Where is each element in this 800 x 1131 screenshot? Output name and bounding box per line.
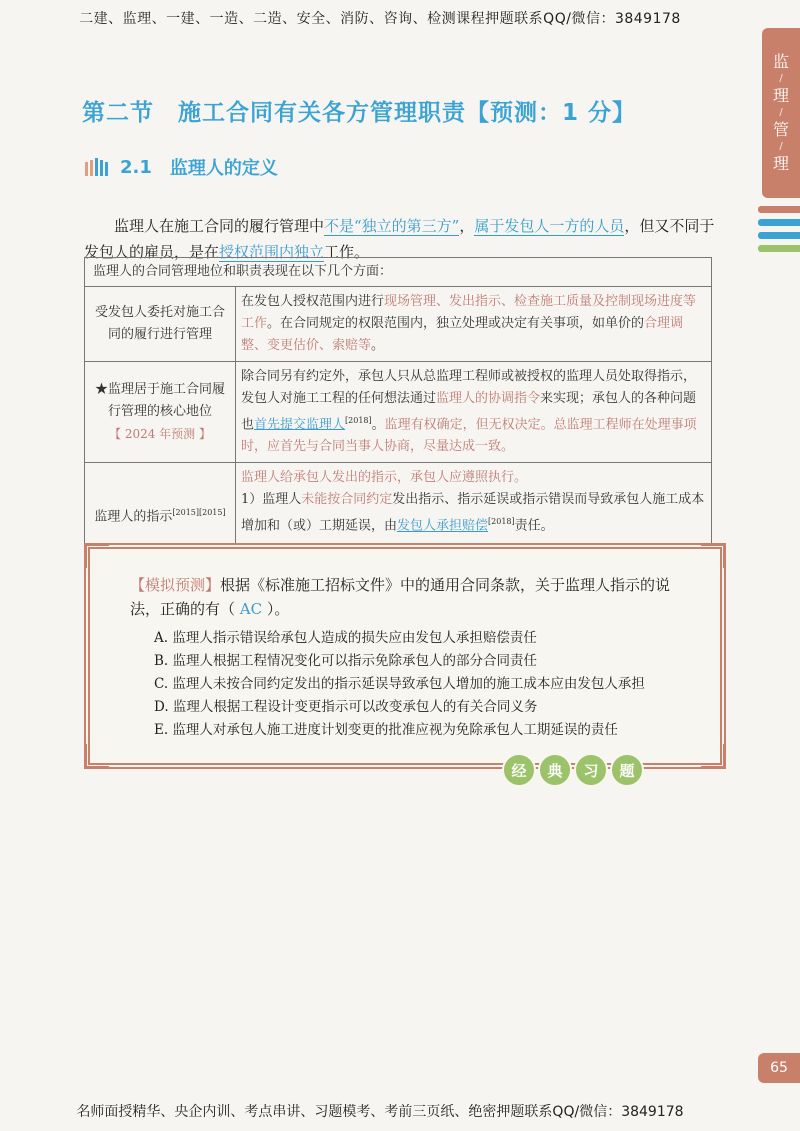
- stamp-char: 题: [610, 753, 644, 787]
- stamp-char: 典: [538, 753, 572, 787]
- row-line: 1）监理人未能按合同约定发出指示、指示延误或指示错误而导致承包人施工成本增加和（或）工期延误，由发包人承担赔偿[2018]责任。: [241, 492, 705, 534]
- section-title: [82, 94, 636, 127]
- highlight-not-third-party: 不是“独立的第三方”: [324, 217, 460, 235]
- row-label: 监理人的指示[2015][2015]: [85, 463, 236, 569]
- intro-paragraph: 监理人在施工合同的履行管理中不是“独立的第三方”，属于发包人一方的人员，但又不同于发包人的雇员，是在授权范围内独立工作。: [84, 217, 715, 261]
- stripe: [758, 245, 800, 252]
- decorative-corner: [84, 543, 109, 568]
- side-tab-char: 理: [772, 86, 789, 105]
- subsection-heading: 监理人的定义: [169, 158, 278, 179]
- side-color-stripes: [758, 206, 800, 258]
- stamp-char: 习: [574, 753, 608, 787]
- bottom-banner: 名师面授精华、央企内训、考点串讲、习题模考、考前三页纸、绝密押题联系QQ/微信：3849178: [76, 1104, 684, 1120]
- subsection-title: [85, 154, 278, 180]
- question-tag: 【模拟预测】: [130, 576, 221, 594]
- table-row: [85, 287, 712, 362]
- option-c[interactable]: C. 监理人未按合同约定发出的指示延误导致承包人增加的施工成本应由发包人承担: [154, 676, 645, 692]
- question-stem: 【模拟预测】根据《标准施工招标文件》中的通用合同条款，关于监理人指示的说法，正确的有（ AC ）。: [130, 576, 671, 618]
- row-label: ★监理居于施工合同履行管理的核心地位 【 2024 年预测 】: [85, 362, 236, 463]
- duty-table: [84, 257, 712, 569]
- heading-bars-icon: [85, 158, 110, 176]
- top-banner: 二建、监理、一建、一造、二造、安全、消防、咨询、检测课程押题联系QQ/微信：3849178: [79, 11, 681, 27]
- stripe: [758, 206, 800, 213]
- row-content: 除合同另有约定外，承包人只从总监理工程师或被授权的监理人员处取得指示，发包人对施工工程的任何想法通过监理人的协调指令来实现；承包人的各种问题也首先提交监理人[2018]。监理有权确定，但无权决定。总监理工程师在处理事项时，应首先与合同当事人协商，尽量达成一致。: [236, 362, 712, 463]
- highlight-employer-side: 属于发包人一方的人员: [474, 217, 625, 235]
- side-tab-separator: /: [779, 73, 783, 84]
- classic-exercise-stamp: [500, 753, 644, 787]
- decorative-corner: [84, 744, 109, 769]
- table-row: [85, 362, 712, 463]
- option-b[interactable]: B. 监理人根据工程情况变化可以指示免除承包人的部分合同责任: [154, 653, 538, 669]
- subsection-number: 2.1: [120, 156, 152, 178]
- stripe: [758, 232, 800, 239]
- row-line: 监理人给承包人发出的指示，承包人应遵照执行。: [241, 470, 528, 486]
- practice-question-box: [84, 543, 726, 780]
- option-e[interactable]: E. 监理人对承包人施工进度计划变更的批准应视为免除承包人工期延误的责任: [154, 722, 618, 738]
- decorative-corner: [701, 543, 726, 568]
- stamp-char: 经: [502, 753, 536, 787]
- row-label: 受发包人委托对施工合同的履行进行管理: [85, 287, 236, 362]
- side-tab-separator: /: [779, 107, 783, 118]
- side-tab-char: 监: [772, 52, 789, 71]
- section-heading: 施工合同有关各方管理职责【预测：1 分】: [178, 100, 637, 126]
- row-content: 在发包人授权范围内进行现场管理、发出指示、检查施工质量及控制现场进度等工作。在合同规定的权限范围内，独立处理或决定有关事项，如单价的合理调整、变更估价、索赔等。: [236, 287, 712, 362]
- option-a[interactable]: A. 监理人指示错误给承包人造成的损失应由发包人承担赔偿责任: [154, 630, 537, 646]
- option-d[interactable]: D. 监理人根据工程设计变更指示可以改变承包人的有关合同义务: [154, 699, 538, 715]
- side-tab-separator: /: [779, 141, 783, 152]
- stripe: [758, 219, 800, 226]
- page-number: 65: [758, 1053, 800, 1083]
- side-tab-char: 管: [772, 120, 789, 139]
- options-list: [154, 627, 720, 742]
- chapter-side-tab[interactable]: [762, 28, 800, 198]
- decorative-corner: [701, 744, 726, 769]
- side-tab-char: 理: [772, 154, 789, 173]
- answer-text: AC: [235, 600, 267, 618]
- table-header-row: [85, 258, 712, 287]
- forecast-badge: 【 2024 年预测 】: [109, 426, 211, 441]
- table-header-cell: 监理人的合同管理地位和职责表现在以下几个方面：: [85, 258, 712, 287]
- section-number: 第二节: [82, 100, 154, 126]
- highlight-authorized-scope: 授权范围内独立: [219, 243, 325, 261]
